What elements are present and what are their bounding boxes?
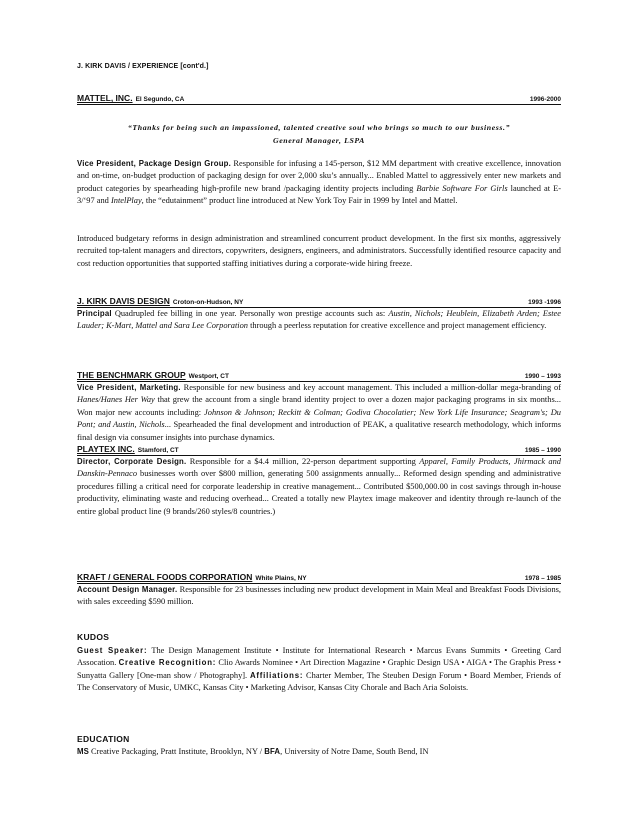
job-header-mattel (77, 90, 561, 105)
degree-text: Creative Packaging, Pratt Institute, Brooklyn, NY / (88, 747, 265, 756)
job-role: Director, Corporate Design. (77, 457, 187, 466)
job-description-kraft (77, 584, 561, 609)
running-head: J. KIRK DAVIS / EXPERIENCE [cont'd.] (77, 63, 209, 70)
kudos-heading: KUDOS (77, 632, 110, 642)
desc-text: Responsible for 23 businesses including new product development in Main Meal and Breakfast Foods Divisions, with sales exceeding $590 million. (77, 585, 562, 607)
education-body (77, 746, 561, 758)
company-location: Croton-on-Hudson, NY (172, 299, 244, 306)
kudos-label: Creative Recognition: (118, 658, 217, 668)
desc-italic: Austin, Nichols; Heublein, Elizabeth Arden; Estee Lauder; K-Mart, Mattel and Sara Lee Corporation (77, 309, 561, 331)
job-header-kraft (77, 569, 561, 584)
desc-text: , the “edutainment” product line introduced at New York Toy Fair in 1999 by Intel and Mattel. (141, 196, 458, 206)
kudos-text: The Design Management Institute • Institute for International Research • Marcus Evans Summits • Greeting Card Assocation. (77, 646, 562, 668)
desc-italic: Johnson & Johnson; Reckitt & Colman; Godiva Chocolatier; New York Life Insurance; Seagram's; Du Pont; and Austin, Nichols (77, 407, 561, 430)
desc-text: through a peerless reputation for creative excellence and project management efficiency. (248, 321, 547, 331)
kudos-label: Affiliations: (249, 670, 304, 680)
quote-attribution: General Manager, LSPA (273, 136, 365, 145)
job-dates: 1985 – 1990 (524, 447, 561, 454)
desc-italic: Apparel, Family Products, Jhirmack and Danskin-Pennaco (77, 457, 561, 479)
desc-text: launched at E-3/‘97 and (77, 183, 561, 206)
desc-italic: Barbie Software For Girls (416, 183, 508, 193)
degree-text: , University of Notre Dame, South Bend, IN (280, 747, 429, 756)
job-header-jkd-design (77, 293, 561, 308)
company-name: KRAFT / GENERAL FOODS CORPORATION (77, 572, 253, 582)
job-header-benchmark (77, 367, 561, 382)
job-role: Principal (77, 309, 112, 318)
job-role: Vice President, Package Design Group. (77, 159, 232, 168)
kudos-text: Clio Awards Nominee • Art Direction Magazine • Graphic Design USA • AIGA • The Graphis Press • Sunyatta Gallery [One-man show / Photography]. (77, 658, 562, 680)
desc-text: Quadrupled fee billing in one year. Personally won prestige accounts such as: (111, 309, 389, 318)
company-location: El Segundo, CA (135, 96, 185, 103)
desc-italic: IntelPlay (110, 196, 142, 206)
company-name: MATTEL, INC. (77, 93, 133, 103)
degree-label: MS (77, 747, 89, 756)
job-role: Vice President, Marketing. (77, 383, 181, 392)
job-description-benchmark (77, 382, 561, 444)
job-description-jkd-design (77, 308, 561, 333)
company-location: Stamford, CT (137, 447, 179, 454)
job-dates: 1978 – 1985 (524, 575, 561, 582)
degree-label: BFA (264, 747, 281, 756)
job-description-mattel (77, 158, 561, 208)
desc-text: Responsible for a $4.4 million, 22-person department supporting (186, 457, 420, 466)
kudos-label: Guest Speaker: (77, 646, 148, 655)
job-header-playtex (77, 441, 561, 456)
job-description-playtex (77, 456, 561, 518)
desc-text: that grew the account from a single brand identity project to over a dozen major packaging programs in six months... Won major new accounts including: (77, 395, 561, 417)
company-location: Westport, CT (188, 373, 229, 380)
kudos-body (77, 645, 561, 695)
company-name: J. KIRK DAVIS DESIGN (77, 296, 170, 306)
quote-text: “Thanks for being such an impassioned, talented creative soul who brings so much to our business.” (127, 123, 511, 132)
desc-text: Responsible for new business and key account management. This included a million-dollar mega-branding of (180, 383, 562, 392)
desc-text: Responsible for infusing a 145-person, $12 MM department with creative excellence, innovation and on-time, on-budget production of packaging design for over 2,000 sku’s annually... Enabled Mattel to aggressively enter new markets and product categories by spearheading high-profile new brand /packaging identity projects including (77, 159, 562, 193)
desc-text: ... Spearheaded the final development and introduction of PEAK, a qualitative research methodology, which informs final design via consumer insights into purchase dynamics. (77, 420, 561, 442)
job-dates: 1993 -1996 (528, 299, 561, 306)
education-heading: EDUCATION (77, 734, 130, 744)
company-name: THE BENCHMARK GROUP (77, 370, 186, 380)
kudos-text: Charter Member, The Steuben Design Forum • Board Member, Friends of The Conservatory of Music, UMKC, Kansas City • Marketing Advisor, Kansas City Chorale and Bach Aria Soloists. (77, 670, 561, 693)
testimonial-quote (77, 121, 561, 147)
company-location: White Plains, NY (255, 575, 307, 582)
company-name: PLAYTEX INC. (77, 444, 135, 454)
desc-italic: Hanes/Hanes Her Way (77, 395, 155, 405)
job-dates: 1990 – 1993 (524, 373, 561, 380)
job-dates: 1996-2000 (529, 96, 561, 103)
desc-text: businesses worth over $800 million, generating 500 assignments annually... Reformed design spending and administrative procedures filling a critical need for corporate leadership in creative management... Contributed $500,000.00 in cost savings through in-house productivity, eliminating waste and reducing overhead... Created a totally new Playtex image makeover and identity through re-launch of the entire global product line (9 brands/260 styles/8 countries.) (77, 469, 561, 516)
job-description-mattel-2: Introduced budgetary reforms in design administration and streamlined concurrent product development. In the first six months, aggressively recruited top-talent managers and directors, copywriters, designers, engineers, and administrators. Successfully identified resource capacity and cost reduction opportunities that supported staffing initiatives during a corporate-wide hiring freeze. (77, 234, 561, 268)
job-role: Account Design Manager. (77, 585, 178, 594)
